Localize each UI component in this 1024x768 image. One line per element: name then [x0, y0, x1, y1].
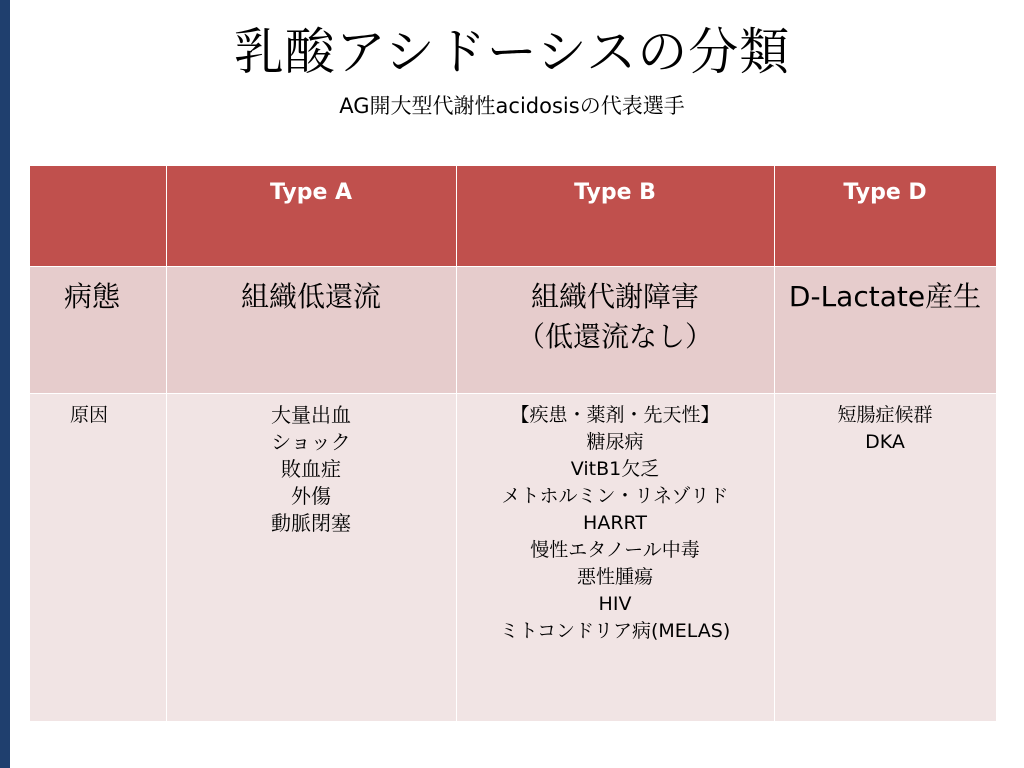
cell-line: D-Lactate産生: [788, 279, 982, 313]
cell-line: 組織代謝障害: [530, 279, 699, 313]
cause-item: 短腸症候群: [837, 403, 933, 426]
cell-type-b-pathophysiology: [456, 266, 774, 393]
table-row-causes: [30, 393, 996, 722]
row-label-causes: 原因: [30, 393, 166, 722]
cause-item: 【疾患・薬剤・先天性】: [510, 403, 720, 426]
cell-line: 組織低還流: [240, 279, 381, 313]
cause-item: 外傷: [291, 483, 331, 508]
cause-item: 慢性エタノール中毒: [530, 538, 700, 561]
cause-item: メトホルミン・リネゾリド: [501, 484, 729, 507]
header-type-d: Type D: [774, 166, 996, 266]
cause-item: ショック: [271, 429, 351, 454]
cause-item: DKA: [865, 430, 905, 453]
cause-item: HIV: [598, 592, 632, 615]
cause-item: HARRT: [583, 511, 647, 534]
cause-item: ミトコンドリア病(MELAS): [499, 619, 731, 642]
cell-type-d-pathophysiology: [774, 266, 996, 393]
slide-subtitle: AG開大型代謝性acidosisの代表選手: [339, 94, 685, 118]
slide-title: 乳酸アシドーシスの分類: [233, 23, 791, 81]
cell-type-b-causes: [456, 393, 774, 722]
lactic-acidosis-classification-table: [30, 166, 997, 722]
cell-type-a-causes: [166, 393, 456, 722]
cause-item: VitB1欠乏: [570, 457, 660, 480]
cell-type-d-causes: [774, 393, 996, 722]
cause-item: 敗血症: [281, 456, 341, 481]
row-label-pathophysiology: 病態: [30, 266, 166, 393]
header-type-b: Type B: [456, 166, 774, 266]
cause-item: 大量出血: [271, 402, 351, 427]
cause-item: 悪性腫瘍: [576, 565, 653, 588]
header-type-a: Type A: [166, 166, 456, 266]
cell-type-a-pathophysiology: [166, 266, 456, 393]
table-row-pathophysiology: [30, 266, 996, 393]
cause-item: 動脈閉塞: [271, 510, 351, 535]
header-cell-empty: [30, 166, 166, 266]
table-header-row: [30, 166, 996, 266]
cause-item: 糖尿病: [586, 430, 644, 453]
cell-line: （低還流なし）: [516, 319, 713, 353]
